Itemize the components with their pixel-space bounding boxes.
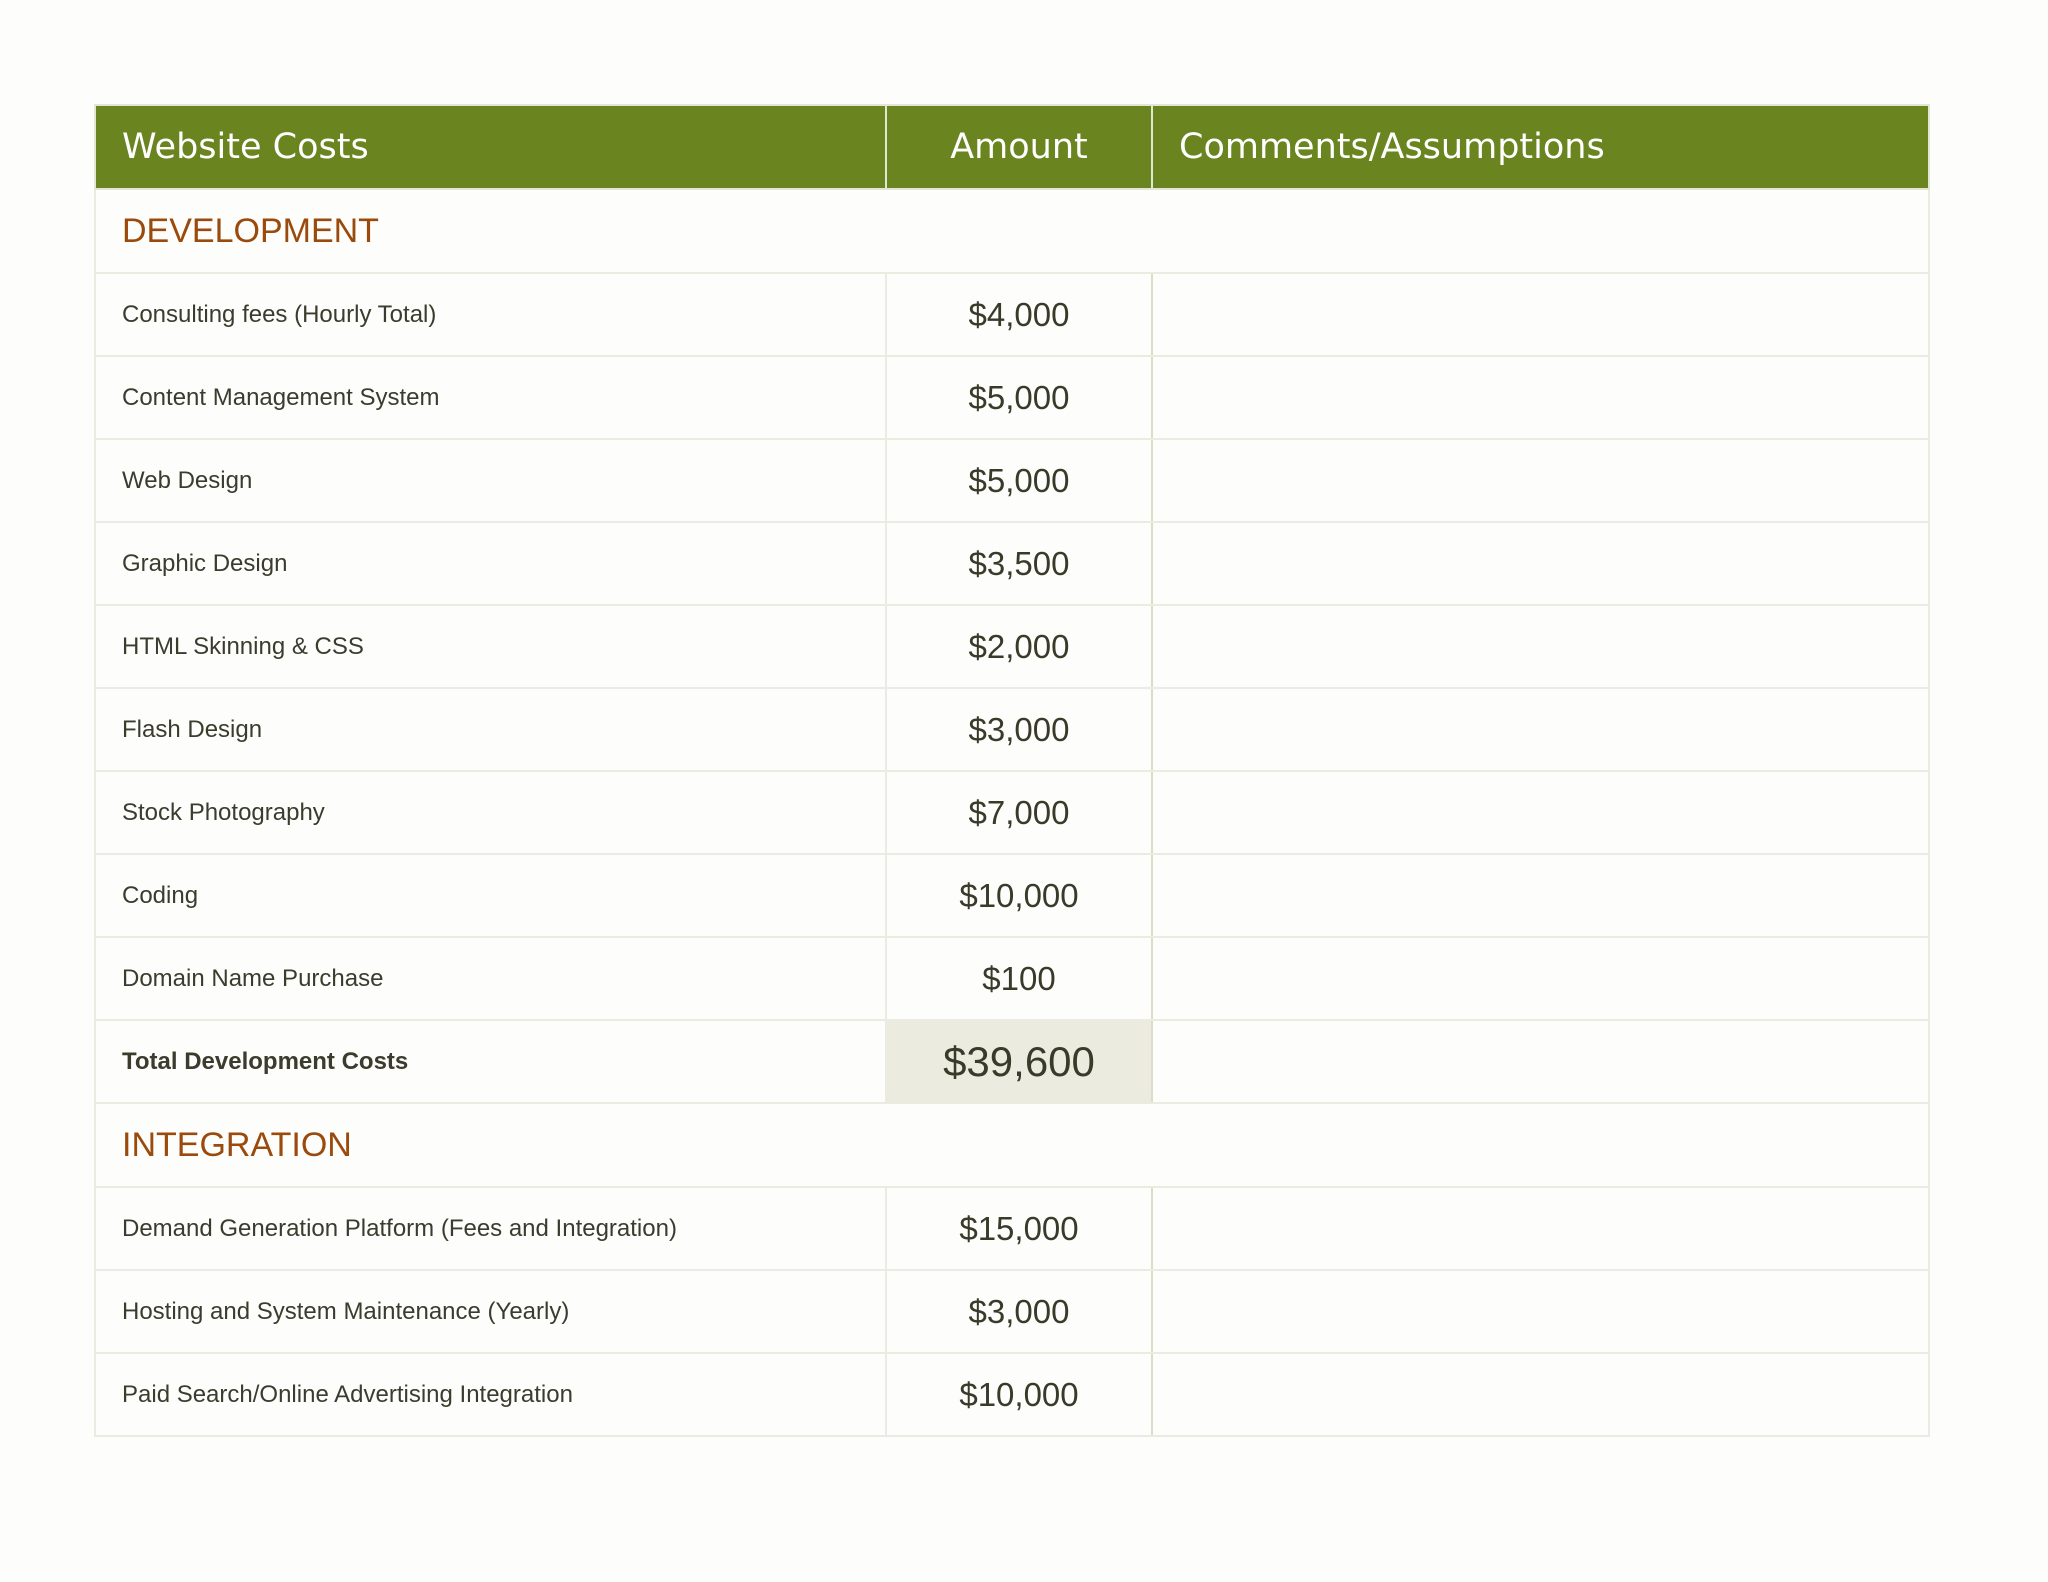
amount-cell[interactable]: $5,000: [886, 439, 1152, 522]
amount-cell[interactable]: $3,000: [886, 688, 1152, 771]
amount-cell[interactable]: $3,000: [886, 1270, 1152, 1353]
comment-cell[interactable]: [1152, 1353, 1929, 1436]
row-label: Stock Photography: [95, 771, 886, 854]
table-row: [95, 688, 1929, 771]
table-row: [95, 439, 1929, 522]
table-row: [95, 605, 1929, 688]
amount-cell[interactable]: $7,000: [886, 771, 1152, 854]
amount-cell[interactable]: $4,000: [886, 273, 1152, 356]
total-development-label: Total Development Costs: [95, 1020, 886, 1103]
amount-cell[interactable]: $15,000: [886, 1187, 1152, 1270]
amount-cell[interactable]: $10,000: [886, 1353, 1152, 1436]
table-row: [95, 937, 1929, 1020]
row-label: Content Management System: [95, 356, 886, 439]
table-row: [95, 273, 1929, 356]
amount-cell[interactable]: $3,500: [886, 522, 1152, 605]
header-comments: Comments/Assumptions: [1152, 105, 1929, 189]
comment-cell[interactable]: [1152, 1020, 1929, 1103]
comment-cell[interactable]: [1152, 356, 1929, 439]
row-label: Consulting fees (Hourly Total): [95, 273, 886, 356]
section-development-title: DEVELOPMENT: [95, 189, 1929, 273]
row-label: Coding: [95, 854, 886, 937]
amount-cell[interactable]: $5,000: [886, 356, 1152, 439]
comment-cell[interactable]: [1152, 854, 1929, 937]
table-row: [95, 1270, 1929, 1353]
row-label: Demand Generation Platform (Fees and Integration): [95, 1187, 886, 1270]
row-label: Graphic Design: [95, 522, 886, 605]
row-label: Flash Design: [95, 688, 886, 771]
comment-cell[interactable]: [1152, 1270, 1929, 1353]
row-label: Paid Search/Online Advertising Integration: [95, 1353, 886, 1436]
website-costs-table: [94, 104, 1930, 1437]
table-row: [95, 1353, 1929, 1436]
section-integration-row: [95, 1103, 1929, 1187]
total-development-amount: $39,600: [886, 1020, 1152, 1103]
table-row: [95, 356, 1929, 439]
amount-cell[interactable]: $2,000: [886, 605, 1152, 688]
table-row: [95, 854, 1929, 937]
comment-cell[interactable]: [1152, 688, 1929, 771]
table-row: [95, 771, 1929, 854]
table-header-row: [95, 105, 1929, 189]
row-label: Domain Name Purchase: [95, 937, 886, 1020]
total-development-row: [95, 1020, 1929, 1103]
comment-cell[interactable]: [1152, 1187, 1929, 1270]
amount-cell[interactable]: $10,000: [886, 854, 1152, 937]
comment-cell[interactable]: [1152, 605, 1929, 688]
comment-cell[interactable]: [1152, 522, 1929, 605]
table-row: [95, 522, 1929, 605]
comment-cell[interactable]: [1152, 937, 1929, 1020]
amount-cell[interactable]: $100: [886, 937, 1152, 1020]
comment-cell[interactable]: [1152, 439, 1929, 522]
header-website-costs: Website Costs: [95, 105, 886, 189]
row-label: Hosting and System Maintenance (Yearly): [95, 1270, 886, 1353]
row-label: HTML Skinning & CSS: [95, 605, 886, 688]
table-row: [95, 1187, 1929, 1270]
header-amount: Amount: [886, 105, 1152, 189]
row-label: Web Design: [95, 439, 886, 522]
comment-cell[interactable]: [1152, 771, 1929, 854]
section-development-row: [95, 189, 1929, 273]
comment-cell[interactable]: [1152, 273, 1929, 356]
section-integration-title: INTEGRATION: [95, 1103, 1929, 1187]
